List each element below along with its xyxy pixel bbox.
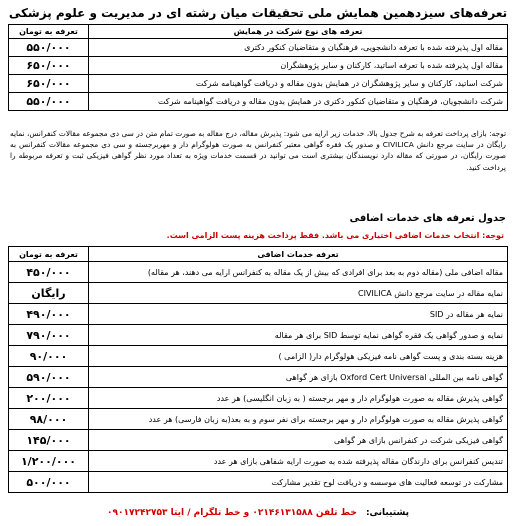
table-row [9, 367, 508, 388]
table-row [9, 57, 508, 75]
fee-price: ۵۵۰/۰۰۰ [9, 39, 89, 57]
page-title: تعرفه‌های سیزدهمین همایش ملی تحقیقات میان رشته ای در مدیریت و علوم پزشکی [8, 6, 508, 20]
fee-price: ۵۵۰/۰۰۰ [9, 93, 89, 111]
service-description: هزینه بسته بندی و پست گواهی نامه فیزیکی هولوگرام دار( الزامی ) [89, 346, 508, 367]
table-row [9, 93, 508, 111]
service-price: ۹۸/۰۰۰ [9, 409, 89, 430]
fee-description: مقاله اول پذیرفته شده با تعرفه اساتید، کارکنان و سایر پژوهشگران [89, 57, 508, 75]
section-title: جدول تعرفه های خدمات اضافی [349, 213, 506, 224]
table-row [9, 409, 508, 430]
table-row [9, 472, 508, 493]
service-description: گواهی پذیرش مقاله به صورت هولوگرام دار و مهر برجسته برای نفر سوم و به بعد(به زبان فارسی) هر عدد [89, 409, 508, 430]
service-description: گواهی پذیرش مقاله به صورت هولوگرام دار و مهر برجسته ( به زبان انگلیسی) هر عدد [89, 388, 508, 409]
table-header-row [9, 25, 508, 39]
service-price: ۱۴۵/۰۰۰ [9, 430, 89, 451]
table-row [9, 451, 508, 472]
table-row [9, 430, 508, 451]
table-row [9, 283, 508, 304]
service-price: ۹۰/۰۰۰ [9, 346, 89, 367]
fee-price: ۶۵۰/۰۰۰ [9, 75, 89, 93]
service-description: گواهی فیزیکی شرکت در کنفرانس بازای هر گواهی [89, 430, 508, 451]
service-price: ۱/۲۰۰/۰۰۰ [9, 451, 89, 472]
service-price: ۵۹۰/۰۰۰ [9, 367, 89, 388]
fee-description: مقاله اول پذیرفته شده با تعرفه دانشجویی، فرهنگیان و متقاضیان کنکور دکتری [89, 39, 508, 57]
service-description: تندیس کنفرانس برای دارندگان مقاله پذیرفته شده به صورت ارایه شفاهی بازای هر عدد [89, 451, 508, 472]
support-contact [10, 504, 506, 522]
participation-fee-table [8, 24, 508, 111]
column-header-type: تعرفه خدمات اضافی [89, 247, 508, 262]
fee-price: ۶۵۰/۰۰۰ [9, 57, 89, 75]
column-header-price: تعرفه به تومان [9, 25, 89, 39]
table-row [9, 388, 508, 409]
service-description: مقاله اضافی ملی (مقاله دوم به بعد برای افرادی که بیش از یک مقاله به کنفرانس ارایه می دهند، هر مقاله) [89, 262, 508, 283]
column-header-price: تعرفه به تومان [9, 247, 89, 262]
fee-description: شرکت اساتید، کارکنان و سایر پژوهشگران در همایش بدون مقاله و دریافت گواهینامه شرکت [89, 75, 508, 93]
service-price: ۷۹۰/۰۰۰ [9, 325, 89, 346]
table-row [9, 304, 508, 325]
service-price: رایگان [9, 283, 89, 304]
table-row [9, 262, 508, 283]
service-description: نمایه و صدور گواهی یک فقره گواهی نمایه توسط SID برای هر مقاله [89, 325, 508, 346]
table-row [9, 39, 508, 57]
fee-note-paragraph: توجه: بازای پرداخت تعرفه به شرح جدول بالا، خدمات زیر ارایه می شود: پذیرش مقاله، درج مقاله به صورت تمام متن در سی دی مجموعه مقالات کنفرانس، نمایه رایگان در سایت مرجع دانش CIVILICA و صدور یک فقره گواهی معتبر کنفرانس به صورت هولوگرام دار و مهربرجسته و سی دی مجموعه مقالات کنفرانس به صورت رایگان، در صورتی که مقاله دارد نویسندگان بیشتری است می توانید در قسمت خدمات ویژه به تعداد مورد نظر گواهی فیزیکی ثبت و تعرفه مربوطه را پرداخت کنید. [10, 129, 506, 172]
table-header-row [9, 247, 508, 262]
column-header-type: تعرفه های نوع شرکت در همایش [89, 25, 508, 39]
additional-services-table [8, 246, 508, 493]
support-phone-text: خط تلفن ۰۲۱۴۶۱۳۱۵۸۸ و خط تلگرام / ایتا ۰۹۰۱۷۲۴۲۷۵۳ [107, 508, 357, 518]
table-row [9, 75, 508, 93]
support-label: پشتیبانی: [365, 508, 409, 518]
fee-description: شرکت دانشجویان، فرهنگیان و متقاضیان کنکور دکتری در همایش بدون مقاله و دریافت گواهینامه شرکت [89, 93, 508, 111]
service-price: ۵۰۰/۰۰۰ [9, 472, 89, 493]
service-price: ۴۹۰/۰۰۰ [9, 304, 89, 325]
table-row [9, 346, 508, 367]
optional-services-warning: توجه: انتخاب خدمات اضافی اختیاری می باشد. فقط پرداخت هزینه پست الزامی است. [166, 231, 504, 240]
service-description: گواهی نامه بین المللی Oxford Cert Universal بازای هر گواهی [89, 367, 508, 388]
service-description: نمایه هر مقاله در SID [89, 304, 508, 325]
service-price: ۲۰۰/۰۰۰ [9, 388, 89, 409]
service-description: نمایه مقاله در سایت مرجع دانش CIVILICA [89, 283, 508, 304]
table-row [9, 325, 508, 346]
service-price: ۴۵۰/۰۰۰ [9, 262, 89, 283]
service-description: مشارکت در توسعه فعالیت های موسسه و دریافت لوح تقدیر مشارکت [89, 472, 508, 493]
